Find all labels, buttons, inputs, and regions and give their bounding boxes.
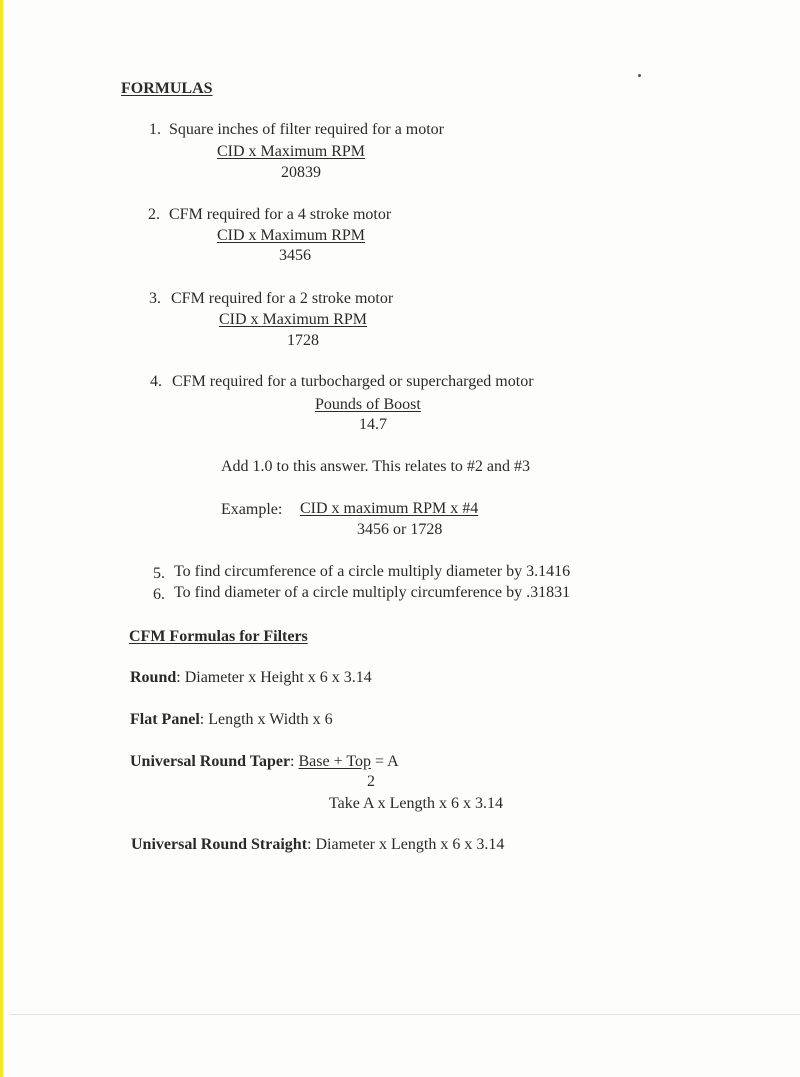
formula-1-numerator: CID x Maximum RPM <box>217 143 366 160</box>
round-label: Round <box>130 669 177 686</box>
scan-speck <box>638 74 641 77</box>
item-5-number: 5. <box>153 565 165 582</box>
taper-row <box>130 753 399 771</box>
formula-4-text: CFM required for a turbocharged or supercharged motor <box>172 373 534 390</box>
page-bottom-edge <box>10 1014 800 1015</box>
example-label: Example: <box>221 501 283 518</box>
formula-3-number: 3. <box>149 290 161 307</box>
formula-1-number: 1. <box>149 121 161 138</box>
taper-denominator: 2 <box>367 773 375 790</box>
round-row <box>130 669 372 687</box>
example-numerator: CID x maximum RPM x #4 <box>300 500 479 517</box>
straight-formula: Diameter x Length x 6 x 3.14 <box>315 836 505 853</box>
taper-equals: = A <box>375 753 399 770</box>
page-edge <box>0 0 3 1077</box>
formula-2-denominator: 3456 <box>279 247 311 264</box>
taper-numerator: Base + Top <box>298 753 371 770</box>
straight-label: Universal Round Straight <box>131 836 308 853</box>
round-colon: : <box>176 669 181 686</box>
flat-panel-colon: : <box>199 711 205 728</box>
flat-panel-row <box>130 711 333 729</box>
formula-4-numerator: Pounds of Boost <box>315 396 421 413</box>
round-formula: Diameter x Height x 6 x 3.14 <box>184 669 372 686</box>
formula-3-numerator: CID x Maximum RPM <box>219 311 368 328</box>
formula-3-text: CFM required for a 2 stroke motor <box>171 290 394 307</box>
taper-line2: Take A x Length x 6 x 3.14 <box>329 795 503 812</box>
formula-2-numerator: CID x Maximum RPM <box>217 227 366 244</box>
formula-2-number: 2. <box>148 206 160 223</box>
item-6-text: To find diameter of a circle multiply circumference by .31831 <box>174 584 571 601</box>
flat-panel-label: Flat Panel <box>130 711 200 728</box>
formula-2-text: CFM required for a 4 stroke motor <box>169 206 392 223</box>
formula-4-denominator: 14.7 <box>359 416 387 433</box>
item-5-text: To find circumference of a circle multiply diameter by 3.1416 <box>174 563 571 580</box>
formula-4-number: 4. <box>150 373 162 390</box>
flat-panel-formula: Length x Width x 6 <box>208 711 333 728</box>
boost-note: Add 1.0 to this answer. This relates to #2 and #3 <box>221 458 530 475</box>
formula-3-denominator: 1728 <box>287 332 319 349</box>
example-denominator: 3456 or 1728 <box>357 521 443 538</box>
straight-colon: : <box>307 836 312 853</box>
page-title: FORMULAS <box>121 80 213 97</box>
formula-1-text: Square inches of filter required for a motor <box>169 121 445 138</box>
formula-1-denominator: 20839 <box>281 164 321 181</box>
cfm-heading: CFM Formulas for Filters <box>129 628 308 645</box>
straight-row <box>131 836 504 854</box>
taper-label: Universal Round Taper <box>130 753 291 770</box>
taper-colon: : <box>290 753 295 770</box>
item-6-number: 6. <box>153 586 165 603</box>
